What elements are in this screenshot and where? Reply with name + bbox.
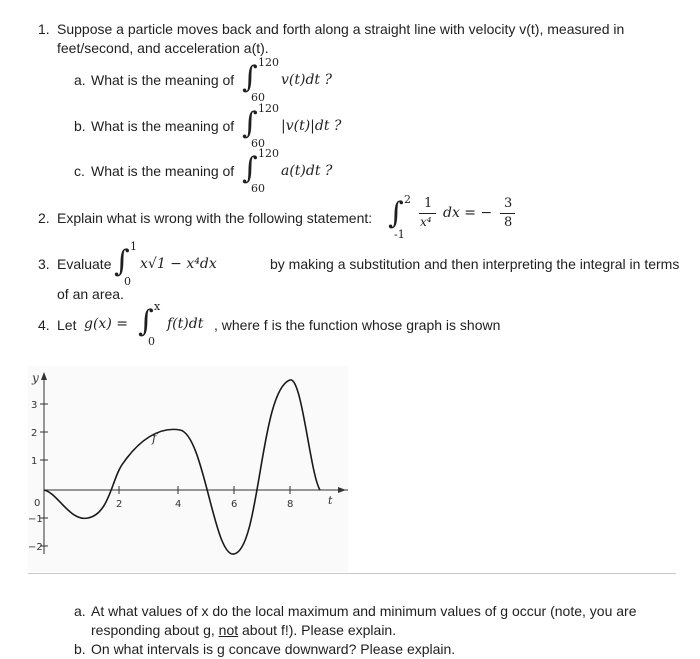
q2-lower-limit: -1: [394, 228, 405, 241]
q4b-label: b.: [74, 641, 86, 657]
q4a-line2-post: about f!). Please explain.: [242, 622, 397, 638]
q3-integral-sign: ∫: [114, 244, 130, 279]
q3-text-before: Evaluate: [57, 256, 112, 272]
q4-integrand: f(t)dt: [167, 316, 204, 332]
x-tick-label: 2: [116, 499, 123, 510]
q1c-text: What is the meaning of: [91, 163, 235, 179]
q1c-lower-limit: 60: [251, 182, 265, 195]
q1b-label: b.: [74, 118, 86, 134]
q4a-line2: [91, 622, 396, 638]
q1a-lower-limit: 60: [251, 91, 265, 104]
q1-text-line1: Suppose a particle moves back and forth along a straight line with velocity v(t), measured in: [57, 21, 625, 37]
x-axis-arrow: [338, 487, 346, 493]
q2-frac-bar: [419, 213, 436, 214]
q1a-integrand: v(t)dt ?: [281, 72, 333, 88]
q1c-upper-limit: 120: [258, 147, 279, 160]
q1b-upper-limit: 120: [258, 102, 279, 115]
curve-f: [44, 380, 320, 554]
q2-number: 2.: [38, 210, 50, 226]
q3-text-after: by making a substitution and then interpreting the integral in terms: [270, 256, 680, 272]
q3-integrand: x√1 − x⁴dx: [140, 256, 217, 272]
x-tick-label: 4: [175, 499, 182, 510]
x-tick-label: 8: [287, 499, 294, 510]
y-tick-label: −1: [28, 514, 43, 525]
y-axis-arrow: [41, 372, 47, 380]
y-tick-label: 2: [31, 428, 38, 439]
q4-let: Let: [57, 317, 77, 333]
q3-upper-limit: 1: [130, 240, 137, 253]
y-tick-label: −2: [28, 542, 43, 553]
q1a-integral-sign: ∫: [242, 60, 258, 95]
q3-lower-limit: 0: [124, 275, 131, 288]
x-tick-label: 6: [231, 499, 238, 510]
q1b-text: What is the meaning of: [91, 118, 235, 134]
q4-lower-limit: 0: [148, 335, 155, 348]
q2-frac-denominator: x⁴: [420, 215, 432, 229]
q3-number: 3.: [38, 256, 50, 272]
q2-rhs-numerator: 3: [504, 196, 513, 211]
q4a-label: a.: [74, 603, 86, 619]
q2-text: Explain what is wrong with the following statement:: [57, 210, 373, 226]
q2-rhs-denominator: 8: [504, 215, 513, 230]
q1a-label: a.: [74, 72, 86, 88]
q4a-line1: At what values of x do the local maximum and minimum values of g occur (note, you are: [91, 603, 637, 619]
q2-upper-limit: 2: [404, 193, 411, 206]
q4-number: 4.: [38, 317, 50, 333]
q3-text-line2: of an area.: [57, 286, 124, 302]
q4a-line2-pre: responding about g,: [91, 622, 215, 638]
function-graph: [28, 366, 348, 572]
q2-integral-sign: ∫: [388, 196, 404, 231]
q4-g-definition: g(x) =: [84, 316, 128, 332]
origin-label: 0: [34, 498, 41, 509]
q1a-upper-limit: 120: [258, 56, 279, 69]
curve-label: f: [152, 431, 157, 445]
q2-rhs-bar: [500, 213, 515, 214]
q4-integral-sign: ∫: [138, 304, 154, 339]
q2-dx-equals: dx = −: [443, 205, 493, 221]
q1b-lower-limit: 60: [251, 137, 265, 150]
q1-number: 1.: [38, 21, 50, 37]
y-tick-label: 1: [31, 456, 38, 467]
q4b-text: On what intervals is g concave downward? Please explain.: [91, 641, 456, 657]
q4-upper-limit: x: [154, 300, 161, 313]
q4-text-after: , where f is the function whose graph is shown: [214, 317, 501, 333]
section-divider: [28, 573, 676, 574]
function-graph-svg: [28, 366, 348, 572]
q4a-line2-not: not: [218, 622, 239, 638]
q2-frac-numerator: 1: [424, 196, 433, 211]
q1c-label: c.: [74, 163, 85, 179]
y-axis-label: y: [32, 371, 39, 385]
q1c-integral-sign: ∫: [242, 151, 258, 186]
q1c-integrand: a(t)dt ?: [281, 163, 333, 179]
y-tick-label: 3: [31, 400, 38, 411]
q1a-text: What is the meaning of: [91, 72, 235, 88]
q1-text-line2: feet/second, and acceleration a(t).: [57, 40, 269, 56]
x-axis-label: t: [328, 494, 333, 507]
q1b-integral-sign: ∫: [242, 106, 258, 141]
q1b-integrand: |v(t)|dt ?: [281, 118, 342, 134]
